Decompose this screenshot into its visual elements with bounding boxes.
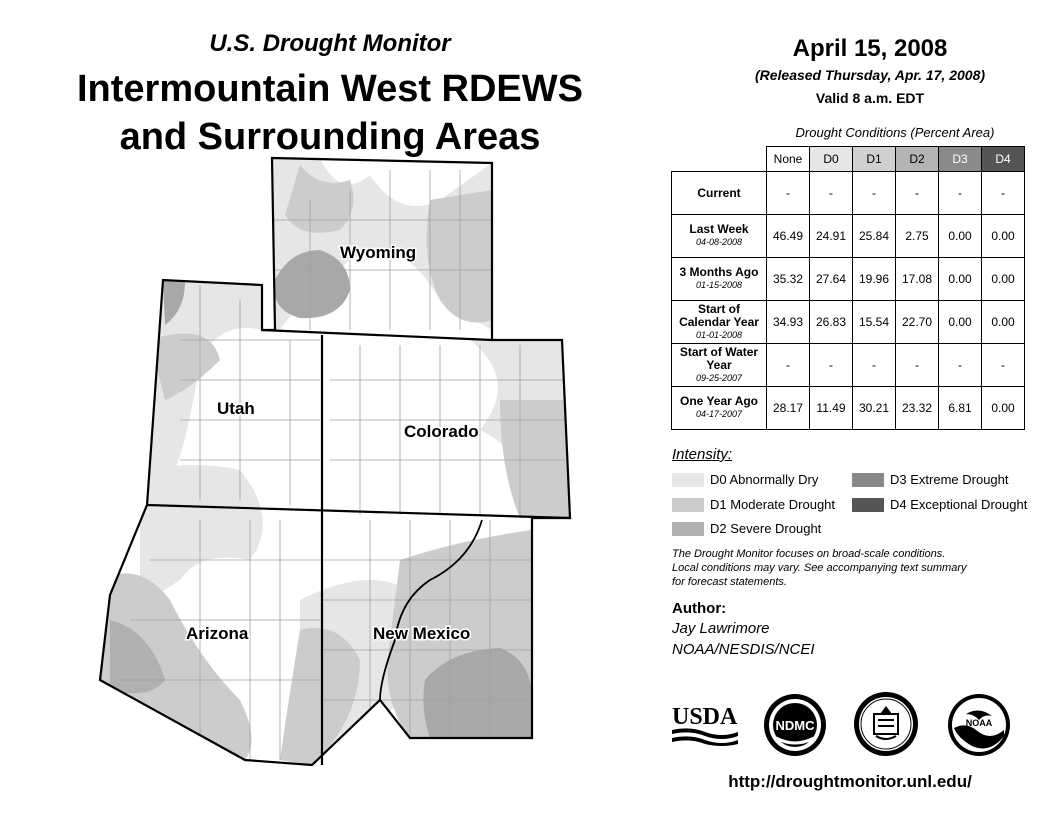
table-cell: 15.54 [853, 301, 896, 344]
column-header-d3: D3 [939, 147, 982, 172]
legend-item-d0: D0 Abnormally Dry [672, 472, 818, 487]
table-cell: - [982, 172, 1025, 215]
column-header-d4: D4 [982, 147, 1025, 172]
table-row [672, 387, 1025, 430]
svg-text:NDMC: NDMC [775, 718, 815, 733]
row-label: 3 Months Ago 01-15-2008 [672, 258, 767, 301]
table-cell: 23.32 [896, 387, 939, 430]
legend-item-d1: D1 Moderate Drought [672, 497, 835, 512]
website-link[interactable]: http://droughtmonitor.unl.edu/ [728, 772, 972, 791]
drought-conditions-table [671, 146, 1025, 430]
table-cell: - [810, 172, 853, 215]
legend-item-d2: D2 Severe Drought [672, 521, 821, 536]
noaa-logo [946, 692, 1012, 758]
table-cell: - [810, 344, 853, 387]
table-cell: - [982, 344, 1025, 387]
table-cell: 46.49 [767, 215, 810, 258]
table-cell: 26.83 [810, 301, 853, 344]
column-header-d1: D1 [853, 147, 896, 172]
map-title-line1: Intermountain West RDEWS [77, 68, 583, 110]
column-header-none: None [767, 147, 810, 172]
state-label-wyoming: Wyoming [340, 243, 417, 262]
table-cell: 35.32 [767, 258, 810, 301]
author-label: Author: [672, 600, 727, 617]
disclaimer-note: The Drought Monitor focuses on broad-scale conditions. Local conditions may vary. See accompanying text summary for forecast statements. [672, 548, 967, 588]
table-cell: 0.00 [939, 301, 982, 344]
usda-logo [670, 700, 740, 748]
svg-text:NOAA: NOAA [965, 718, 993, 728]
state-label-new-mexico: New Mexico [373, 624, 471, 643]
table-cell: - [896, 172, 939, 215]
table-row [672, 344, 1025, 387]
valid-time: Valid 8 a.m. EDT [815, 90, 925, 106]
drought-map [0, 150, 660, 770]
legend-item-d3: D3 Extreme Drought [852, 472, 1009, 487]
table-cell: 22.70 [896, 301, 939, 344]
table-cell: 0.00 [982, 301, 1025, 344]
table-cell: 27.64 [810, 258, 853, 301]
table-cell: 34.93 [767, 301, 810, 344]
ndmc-logo [762, 692, 828, 758]
legend-swatch [852, 498, 884, 512]
table-row [672, 301, 1025, 344]
table-cell: - [767, 344, 810, 387]
row-label: Current [672, 172, 767, 215]
table-cell: - [896, 344, 939, 387]
table-cell: 0.00 [982, 387, 1025, 430]
table-cell: - [853, 344, 896, 387]
table-cell: 19.96 [853, 258, 896, 301]
table-cell: - [853, 172, 896, 215]
table-cell: 17.08 [896, 258, 939, 301]
column-header-d2: D2 [896, 147, 939, 172]
table-cell: 30.21 [853, 387, 896, 430]
commerce-seal-logo [852, 690, 920, 758]
table-cell: 0.00 [982, 258, 1025, 301]
legend-swatch [672, 522, 704, 536]
state-label-arizona: Arizona [186, 624, 249, 643]
row-label: One Year Ago 04-17-2007 [672, 387, 767, 430]
svg-text:USDA: USDA [672, 704, 738, 730]
table-cell: - [939, 172, 982, 215]
table-cell: 28.17 [767, 387, 810, 430]
column-header-d0: D0 [810, 147, 853, 172]
legend-swatch [672, 498, 704, 512]
table-cell: 0.00 [982, 215, 1025, 258]
map-subtitle: U.S. Drought Monitor [209, 30, 451, 57]
release-date: (Released Thursday, Apr. 17, 2008) [754, 67, 986, 83]
table-caption: Drought Conditions (Percent Area) [795, 125, 995, 140]
legend-title: Intensity: [672, 446, 733, 463]
table-cell: - [939, 344, 982, 387]
table-row [672, 258, 1025, 301]
author-name: Jay Lawrimore [672, 620, 770, 637]
table-cell: 0.00 [939, 215, 982, 258]
map-title-line2: and Surrounding Areas [119, 116, 541, 158]
table-cell: 6.81 [939, 387, 982, 430]
table-cell: 2.75 [896, 215, 939, 258]
row-label: Start of Calendar Year 01-01-2008 [672, 301, 767, 344]
table-cell: 25.84 [853, 215, 896, 258]
legend-item-d4: D4 Exceptional Drought [852, 497, 1027, 512]
legend-swatch [852, 473, 884, 487]
table-header-row [672, 147, 1025, 172]
table-cell: 24.91 [810, 215, 853, 258]
table-cell: 0.00 [939, 258, 982, 301]
row-label: Last Week 04-08-2008 [672, 215, 767, 258]
legend-swatch [672, 473, 704, 487]
table-cell: - [767, 172, 810, 215]
table-row [672, 215, 1025, 258]
valid-date: April 15, 2008 [792, 35, 948, 62]
state-label-utah: Utah [217, 399, 255, 418]
table-cell: 11.49 [810, 387, 853, 430]
state-label-colorado: Colorado [404, 422, 479, 441]
author-org: NOAA/NESDIS/NCEI [672, 641, 815, 658]
table-row [672, 172, 1025, 215]
row-label: Start of Water Year 09-25-2007 [672, 344, 767, 387]
